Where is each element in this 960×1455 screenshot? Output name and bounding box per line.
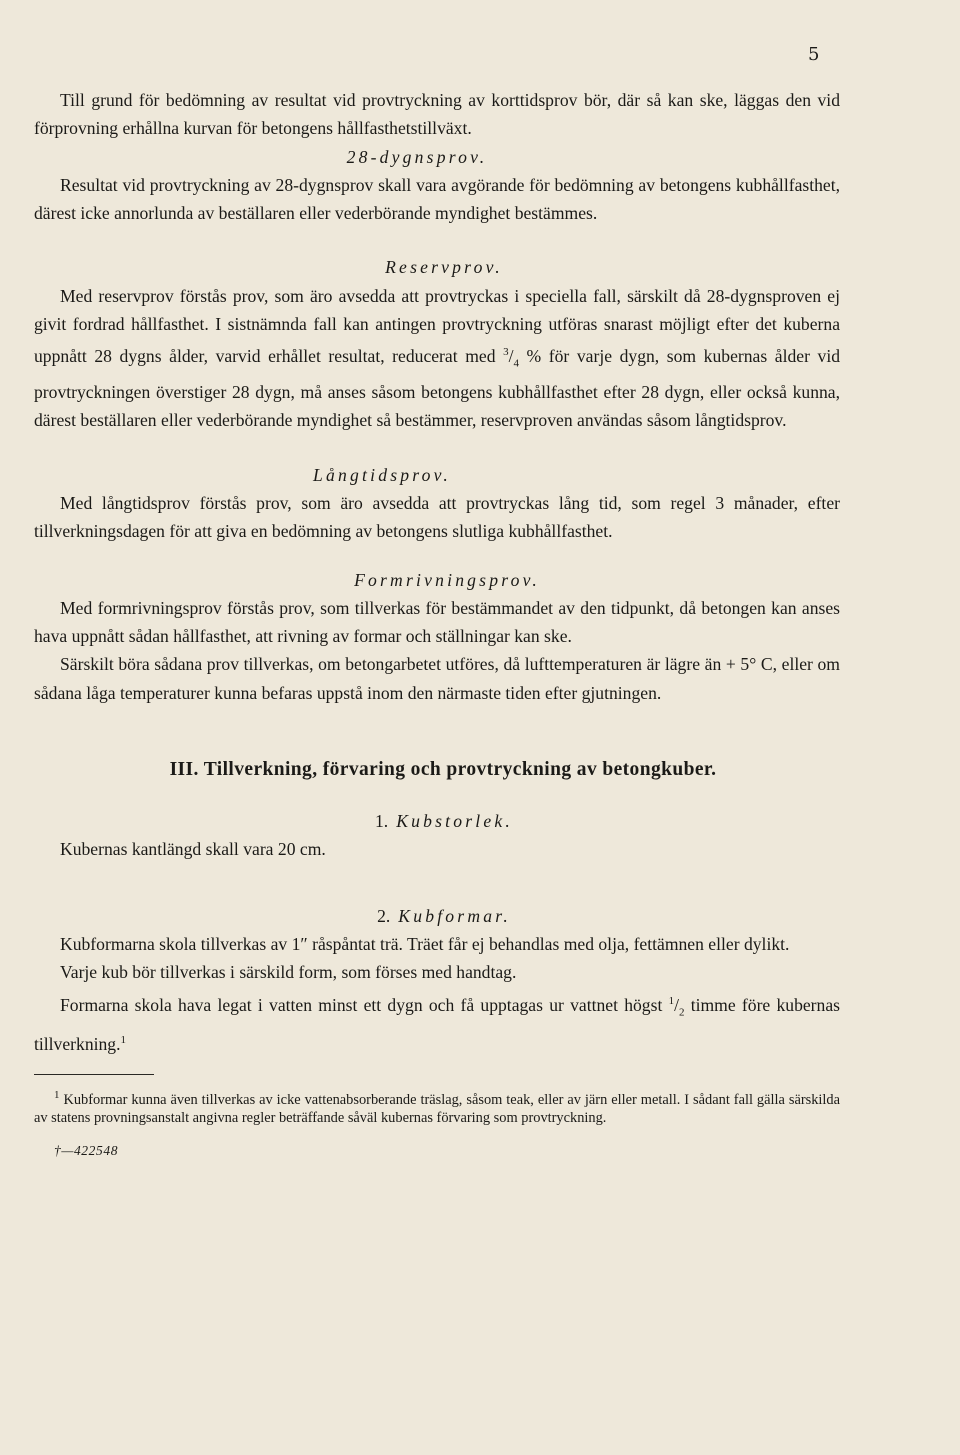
heading-langtidsprov: Långtidsprov. — [313, 464, 451, 485]
footnote-reference: 1 — [120, 1034, 126, 1047]
paragraph-reservprov: Med reservprov förstås prov, som äro avsedda att provtryckas i speciella fall, särskilt då 28-dygnsproven ej givit fordrad hållfasthet. I sistnämnda fall kan antingen provtryckning utföras snarast möjligt efter det kuberna uppnått 28 dygns ålder, varvid erhållet resultat, reducerat med $^3/_4$ % för varje dygn, som kubernas ålder vid provtryckningen överstiger 28 dygn, må anses såsom betongens kubhållfasthet efter 28 dygn, eller också kunna, därest beställaren eller vederbörande myndighet så bestämmer, reservproven användas såsom långtidsprov. — [34, 285, 840, 431]
paragraph-kubformar-3: Formarna skola hava legat i vatten minst ett dygn och få upptagas ur vattnet högst $^1/_2$ timme före kubernas tillverkning.$^1$ — [34, 994, 840, 1055]
footnote-marker: 1 — [54, 1089, 60, 1102]
footnote-text: Kubformar kunna även tillverkas av icke vattenabsorberande träslag, såsom teak, eller av järn eller metall. I sådant fall gälla särskilda av statens provningsanstalt angivna regler beträffande såväl kubernas förvaring som provtryckning. — [34, 1092, 840, 1126]
kubformar-label: Kubformar. — [398, 905, 511, 926]
print-code: †—422548 — [54, 1143, 119, 1159]
text-column — [34, 86, 840, 1159]
fraction-numerator: 3 — [503, 346, 509, 359]
paragraph-formrivningsprov-1: Med formrivningsprov förstås prov, som tillverkas för bestämmandet av den tidpunkt, då betongen kan anses hava uppnått sådan hållfasthet, att rivning av formar och ställningar kan ske. — [34, 597, 840, 647]
paragraph-formrivningsprov-2: Särskilt böra sådana prov tillverkas, om betongarbetet utföres, då lufttemperaturen är lägre än + 5° C, eller om sådana låga temperaturer kunna befaras uppstå inom den närmaste tiden efter gjutningen. — [34, 654, 840, 703]
heading-kubstorlek — [48, 807, 840, 835]
page-number: 5 — [808, 44, 820, 65]
kubformar-number: 2. — [377, 905, 391, 926]
paragraph-kubstorlek: Kubernas kantlängd skall vara 20 cm. — [60, 839, 326, 860]
footnote — [34, 1087, 840, 1127]
chapter-title: III. Tillverkning, förvaring och provtryckning av betongkuber. — [169, 759, 717, 781]
paragraph-kubformar-1: Kubformarna skola tillverkas av 1″ råspåntat trä. Träet får ej behandlas med olja, fettämnen eller dylikt. — [60, 933, 790, 954]
footnote-divider — [34, 1074, 154, 1075]
half-numerator: 1 — [668, 994, 675, 1007]
paragraph-28-dygnsprov: Resultat vid provtryckning av 28-dygnsprov skall vara avgörande för bedömning av betongens kubhållfasthet, därest icke annorlunda av beställaren eller vederbörande myndighet bestämmes. — [34, 174, 840, 224]
heading-kubformar — [48, 902, 840, 930]
heading-formrivningsprov: Formrivningsprov. — [354, 569, 540, 590]
intro-paragraph: Till grund för bedömning av resultat vid provtryckning av korttidsprov bör, där så kan ske, läggas den vid förprovning erhållna kurvan för betongens hållfasthetstillväxt. — [34, 90, 840, 139]
paragraph-kubformar-2: Varje kub bör tillverkas i särskild form, som förses med handtag. — [60, 962, 517, 983]
reservprov-text-part2: % för varje dygn, som kubernas ålder vid provtryckningen överstiger 28 dygn, må anses såsom betongens kubhållfasthet efter 28 dygn, eller också kunna, därest beställaren eller vederbörande myndighet så bestämmer, reservproven användas såsom långtidsprov. — [34, 346, 840, 431]
heading-28-dygnsprov: 28-dygnsprov. — [346, 146, 488, 167]
kubformar-text-part2: timme före kubernas tillverkning. — [34, 994, 840, 1055]
heading-reservprov: Reservprov. — [385, 257, 503, 278]
half-denominator: 2 — [678, 1005, 685, 1018]
kubstorlek-label: Kubstorlek. — [396, 811, 513, 832]
reservprov-text-part1: Med reservprov förstås prov, som äro avsedda att provtryckas i speciella fall, särskilt då 28-dygnsproven ej givit fordrad hållfasthet. I sistnämnda fall kan antingen provtryckning utföras snarast möjligt efter det kuberna uppnått 28 dygns ålder, varvid erhållet resultat, reducerat med — [34, 285, 840, 367]
fraction-denominator: 4 — [513, 357, 519, 370]
kubformar-text-part1: Formarna skola hava legat i vatten minst ett dygn och få upptagas ur vattnet högst — [60, 994, 669, 1015]
kubstorlek-number: 1. — [374, 811, 389, 832]
paragraph-langtidsprov: Med långtidsprov förstås prov, som äro avsedda att provtryckas lång tid, som regel 3 månader, efter tillverkningsdagen för att giva en bedömning av betongens slutliga kubhållfasthet. — [34, 492, 840, 542]
